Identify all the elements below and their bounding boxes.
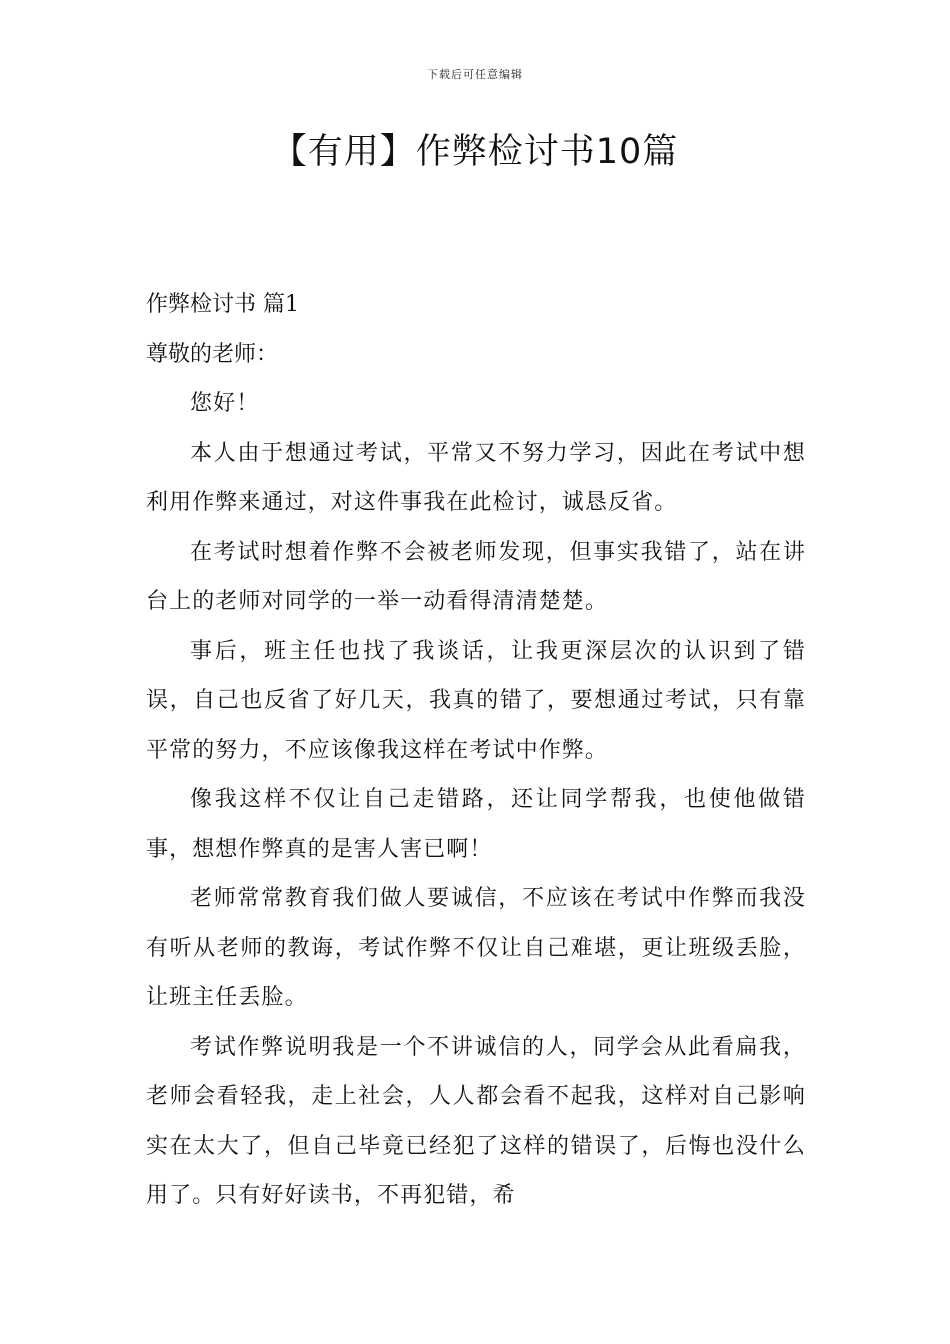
salutation: 尊敬的老师： [146, 341, 279, 367]
page-header-note: 下载后可任意编辑 [427, 68, 523, 81]
paragraph: 像我这样不仅让自己走错路，还让同学帮我，也使他做错事，想想作弊真的是害人害已啊！ [146, 787, 806, 862]
paragraph: 考试作弊说明我是一个不讲诚信的人，同学会从此看扁我，老师会看轻我，走上社会，人人都会看不起我，这样对自己影响实在太大了，但自己毕竟已经犯了这样的错误了，后悔也没什么用了。只有好好读书，不再犯错，希 [146, 1034, 806, 1208]
document-title: 【有用】作弊检讨书10篇 [271, 132, 679, 172]
paragraph: 事后，班主任也找了我谈话，让我更深层次的认识到了错误，自己也反省了好几天，我真的错了，要想通过考试，只有靠平常的努力，不应该像我这样在考试中作弊。 [146, 638, 806, 763]
section-heading: 作弊检讨书 篇1 [146, 292, 299, 317]
paragraph-greeting: 您好！ [190, 391, 260, 416]
paragraph: 老师常常教育我们做人要诚信，不应该在考试中作弊而我没有听从老师的教诲，考试作弊不仅让自己难堪，更让班级丢脸，让班主任丢脸。 [146, 886, 806, 1010]
paragraph: 本人由于想通过考试，平常又不努力学习，因此在考试中想利用作弊来通过，对这件事我在此检讨，诚恳反省。 [146, 440, 806, 515]
paragraph: 在考试时想着作弊不会被老师发现，但事实我错了，站在讲台上的老师对同学的一举一动看得清清楚楚。 [146, 539, 806, 614]
document-body [146, 280, 806, 1221]
